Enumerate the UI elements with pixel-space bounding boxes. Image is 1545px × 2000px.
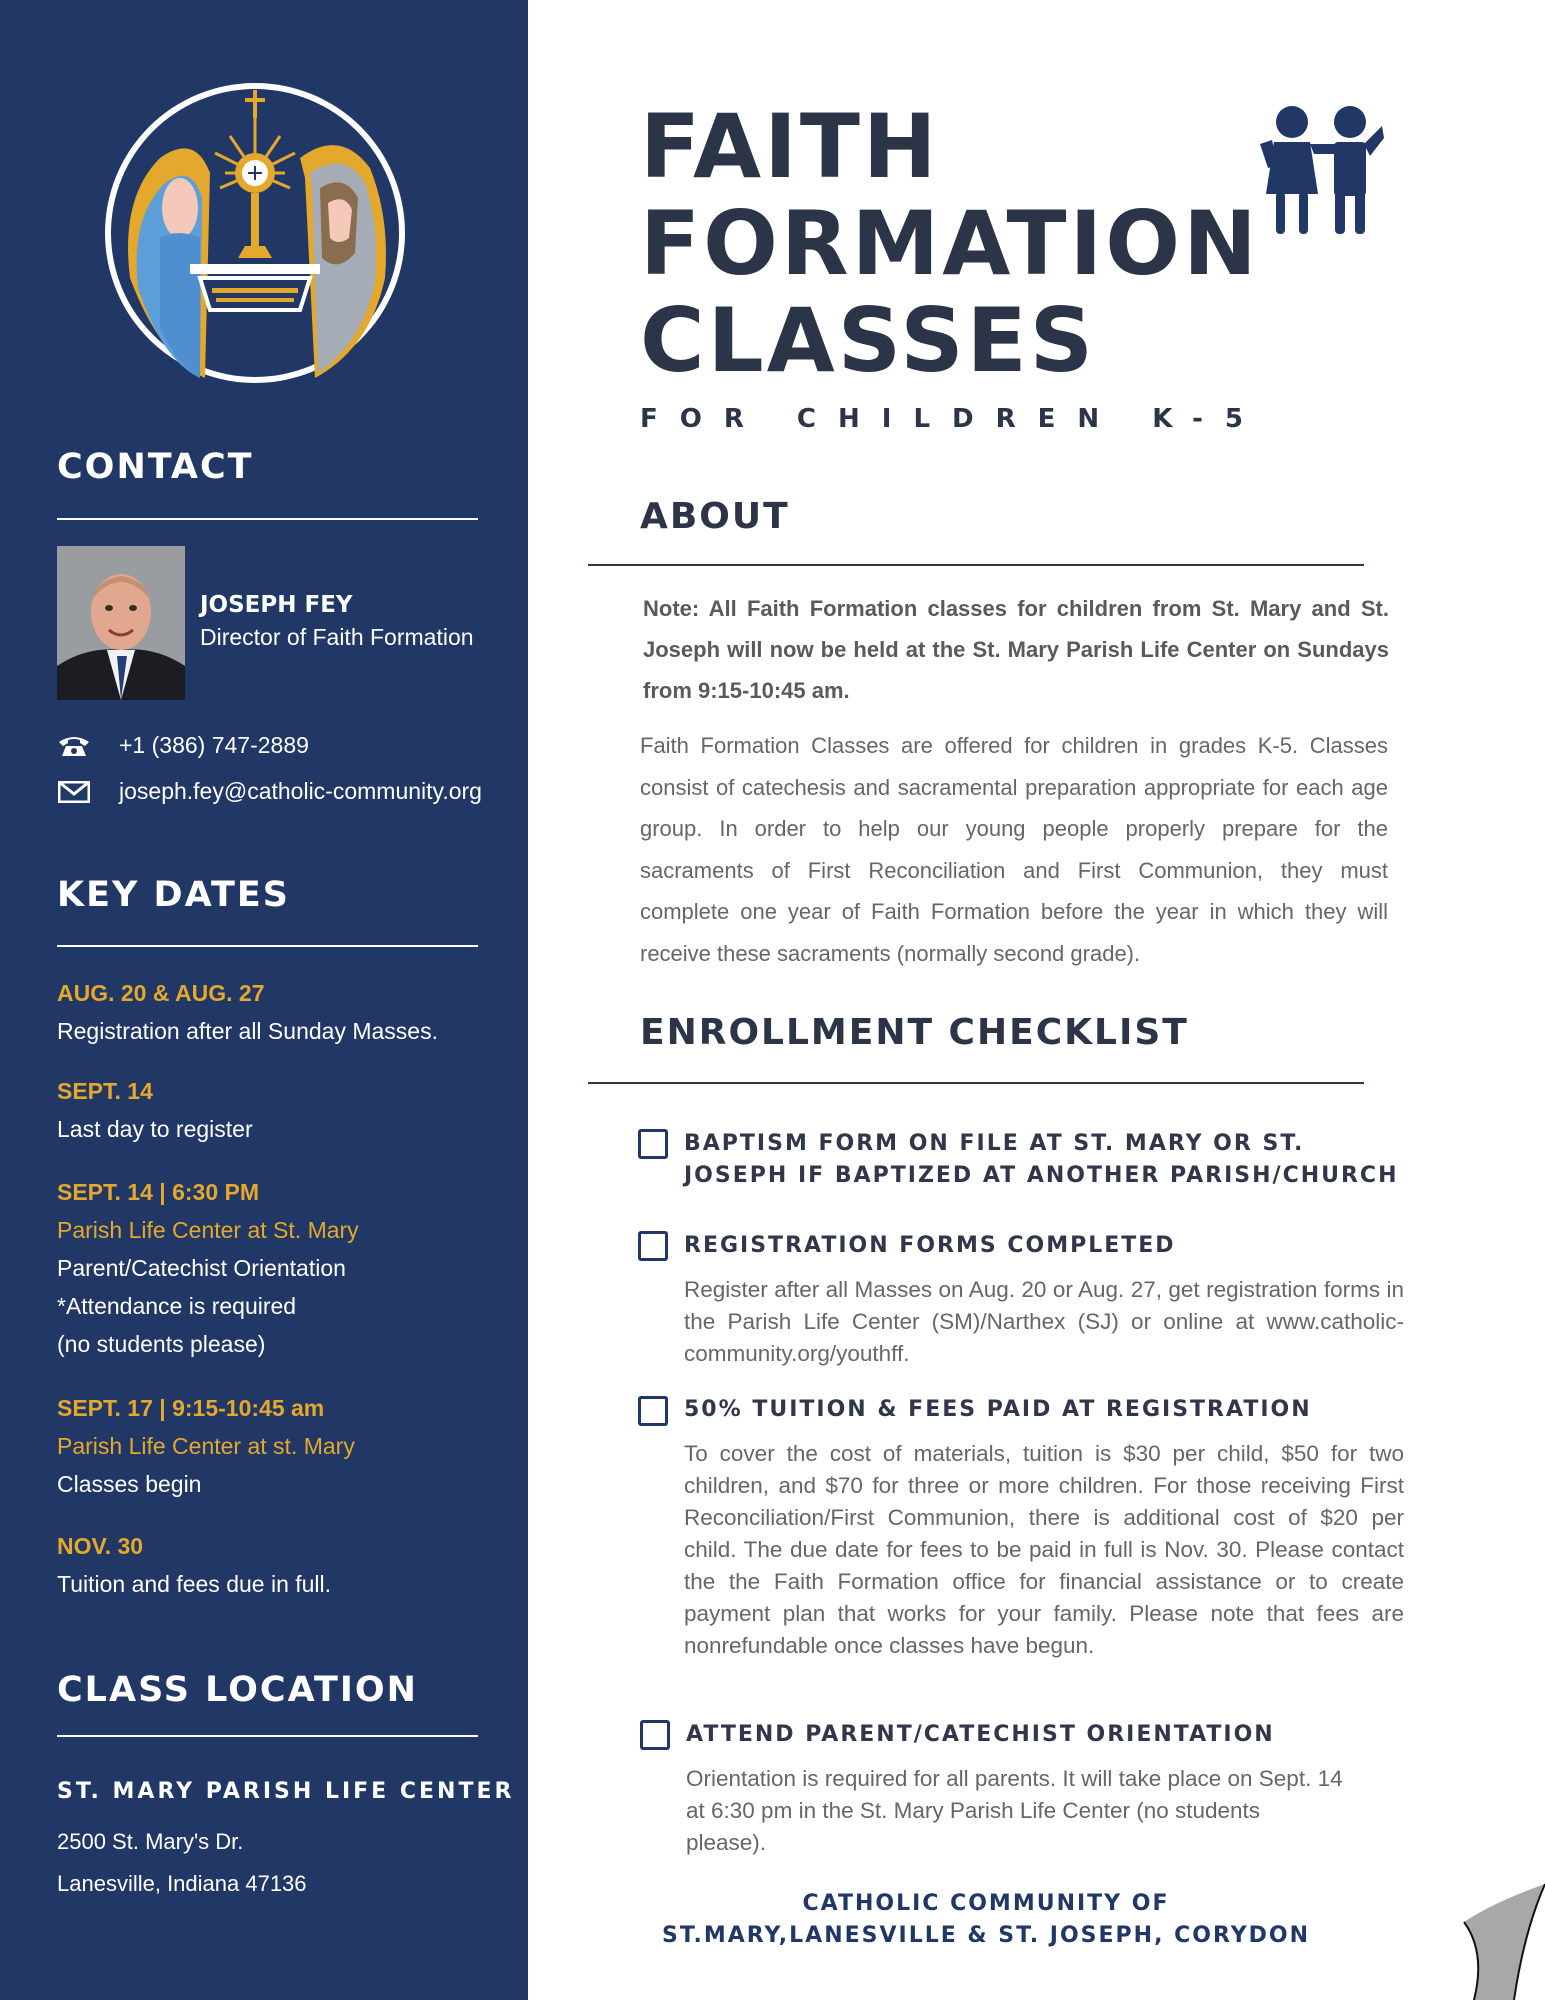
contact-name: JOSEPH FEY — [200, 592, 353, 618]
checklist-item-title: REGISTRATION FORMS COMPLETED — [684, 1233, 1176, 1258]
contact-phone — [57, 732, 309, 759]
about-heading: ABOUT — [640, 496, 790, 537]
checklist-item-body: To cover the cost of materials, tuition is $30 per child, $50 for two children, and $70 for three or more children. For those receiving First Reconciliation/First Communion, there is additional cost of $20 per child. The due date for fees to be paid in full is Nov. 30. Please contact the the Faith Formation office for financial assistance or to create payment plan that works for your family. Please note that fees are nonrefundable once classes have begun. — [684, 1441, 1404, 1658]
key-date-line: Tuition and fees due in full. — [57, 1571, 332, 1597]
key-date-line: Registration after all Sunday Masses. — [57, 1018, 438, 1044]
key-date-line: Last day to register — [57, 1116, 253, 1142]
monstrance-logo-icon — [100, 78, 410, 388]
key-dates-heading: KEY DATES — [57, 875, 290, 915]
key-date-item — [57, 1527, 331, 1603]
location-address-line2: Lanesville, Indiana 47136 — [57, 1871, 307, 1896]
key-date-item — [57, 1173, 359, 1363]
about-body: Faith Formation Classes are offered for children in grades K-5. Classes consist of catechesis and sacramental preparation appropriate for each age group. In order to help our young people properly prepare for the sacraments of First Reconciliation and First Communion, they must complete one year of Faith Formation before the year in which they will receive these sacraments (normally second grade). — [640, 733, 1388, 966]
checklist-checkbox[interactable] — [638, 1231, 668, 1261]
checklist-item-title: ATTEND PARENT/CATECHIST ORIENTATION — [686, 1722, 1275, 1747]
footer-line: ST.MARY,LANESVILLE & ST. JOSEPH, CORYDON — [661, 1923, 1310, 1948]
main-content — [528, 0, 1545, 2000]
title-line: CLASSES — [640, 289, 1097, 392]
key-date-date: SEPT. 14 | 6:30 PM — [57, 1179, 260, 1205]
footer-parish-name — [628, 1888, 1344, 1952]
key-date-date: SEPT. 17 | 9:15-10:45 am — [57, 1395, 325, 1421]
checklist-checkbox[interactable] — [640, 1720, 670, 1750]
checklist-checkbox[interactable] — [638, 1129, 668, 1159]
footer-line: CATHOLIC COMMUNITY OF — [802, 1891, 1170, 1916]
key-date-line: Classes begin — [57, 1471, 202, 1497]
key-date-line: (no students please) — [57, 1331, 266, 1357]
children-icon — [1258, 104, 1384, 234]
location-name: ST. MARY PARISH LIFE CENTER — [57, 1779, 515, 1804]
key-date-line: *Attendance is required — [57, 1293, 297, 1319]
class-location-heading: CLASS LOCATION — [57, 1670, 418, 1710]
key-date-date: SEPT. 14 — [57, 1078, 153, 1104]
email-address[interactable]: joseph.fey@catholic-community.org — [119, 778, 482, 804]
contact-heading: CONTACT — [57, 447, 254, 487]
envelope-icon — [57, 780, 91, 804]
phone-number[interactable]: +1 (386) 747-2889 — [119, 732, 309, 758]
page-curl-icon — [1434, 1882, 1545, 2000]
key-date-date: NOV. 30 — [57, 1533, 144, 1559]
checklist-checkbox[interactable] — [638, 1396, 668, 1426]
key-date-item — [57, 974, 438, 1050]
checklist-heading: ENROLLMENT CHECKLIST — [640, 1012, 1189, 1053]
contact-photo — [57, 546, 185, 700]
key-date-date: AUG. 20 & AUG. 27 — [57, 980, 265, 1006]
page-title — [640, 95, 1260, 392]
location-address-line1: 2500 St. Mary's Dr. — [57, 1829, 244, 1854]
key-date-line: Parent/Catechist Orientation — [57, 1255, 346, 1281]
about-divider — [588, 564, 1364, 566]
about-note: Note: All Faith Formation classes for children from St. Mary and St. Joseph will now be held at the St. Mary Parish Life Center on Sundays from 9:15-10:45 am. — [643, 596, 1389, 703]
page-subtitle: FOR CHILDREN K-5 — [640, 404, 1265, 434]
checklist-item-body: Orientation is required for all parents. It will take place on Sept. 14 at 6:30 pm in the St. Mary Parish Life Center (no students please). — [686, 1766, 1343, 1855]
contact-email — [57, 778, 482, 805]
checklist-divider — [588, 1082, 1364, 1084]
key-date-place: Parish Life Center at St. Mary — [57, 1217, 359, 1243]
contact-divider — [57, 518, 478, 520]
checklist-item-title: BAPTISM FORM ON FILE AT ST. MARY OR ST. JOSEPH IF BAPTIZED AT ANOTHER PARISH/CHURCH — [684, 1131, 1399, 1188]
key-date-item — [57, 1072, 253, 1148]
title-line: FAITH — [640, 95, 940, 198]
class-location-divider — [57, 1735, 478, 1737]
contact-role: Director of Faith Formation — [200, 624, 474, 650]
checklist-item-body: Register after all Masses on Aug. 20 or Aug. 27, get registration forms in the Parish Life Center (SM)/Narthex (SJ) or online at www.catholic-community.org/youthff. — [684, 1277, 1404, 1366]
key-date-place: Parish Life Center at st. Mary — [57, 1433, 355, 1459]
checklist-item-title: 50% TUITION & FEES PAID AT REGISTRATION — [684, 1397, 1312, 1422]
title-line: FORMATION — [640, 192, 1260, 295]
key-dates-divider — [57, 945, 478, 947]
sidebar — [0, 0, 528, 2000]
key-date-item — [57, 1389, 355, 1503]
phone-icon — [57, 734, 91, 758]
